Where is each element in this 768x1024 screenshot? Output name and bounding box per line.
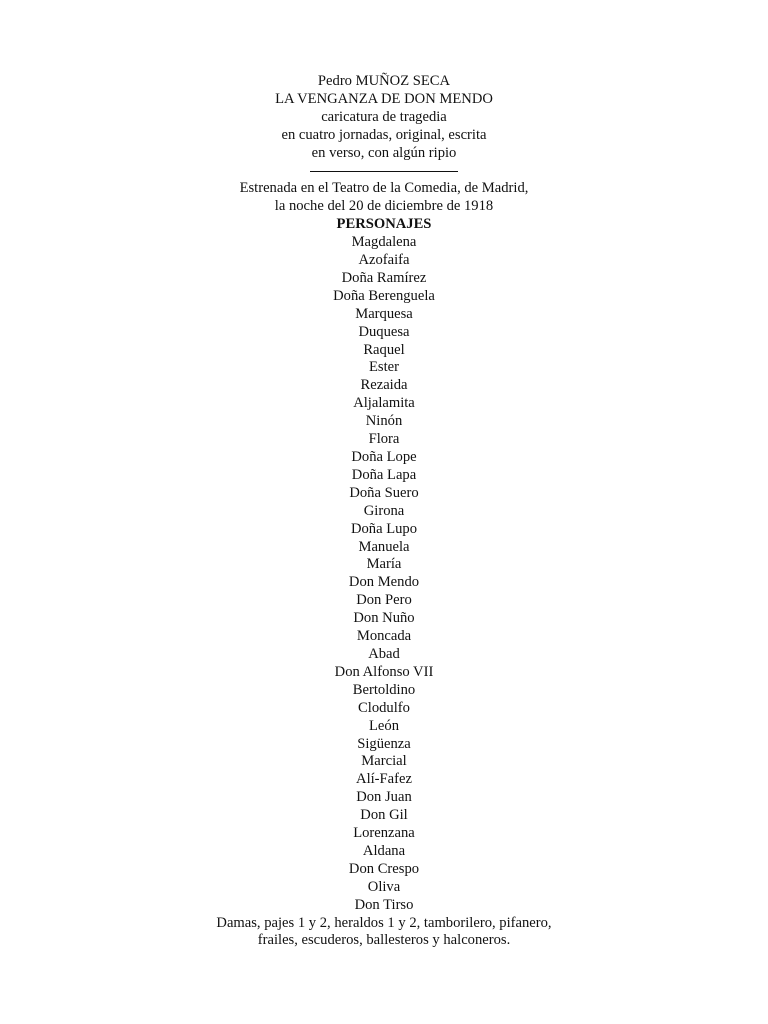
- extras-line-1: Damas, pajes 1 y 2, heraldos 1 y 2, tamborilero, pifanero,: [216, 914, 552, 931]
- character-item: Magdalena: [351, 234, 417, 251]
- divider-wrap: [0, 163, 768, 181]
- character-item: Don Crespo: [348, 860, 420, 877]
- character-item: Abad: [368, 645, 400, 662]
- character-item: Girona: [363, 502, 405, 519]
- character-item: León: [369, 717, 399, 734]
- character-item: Oliva: [367, 878, 401, 895]
- character-item: Raquel: [363, 341, 405, 358]
- premiere-line-2: la noche del 20 de diciembre de 1918: [274, 198, 494, 215]
- character-item: Azofaifa: [358, 252, 410, 269]
- extras-line-2: frailes, escuderos, ballesteros y halconeros.: [257, 932, 511, 949]
- character-item: Sigüenza: [357, 735, 411, 752]
- character-item: Don Pero: [356, 592, 412, 609]
- character-item: Flora: [368, 431, 400, 448]
- character-item: Don Gil: [360, 807, 408, 824]
- character-item: Aldana: [362, 842, 406, 859]
- premiere-line-1: Estrenada en el Teatro de la Comedia, de Madrid,: [239, 180, 529, 197]
- cast-list: [0, 234, 768, 914]
- author-line: Pedro MUÑOZ SECA: [317, 73, 451, 89]
- divider-rule: [310, 171, 458, 172]
- character-item: Alí-Fafez: [356, 771, 412, 788]
- character-item: Clodulfo: [358, 699, 410, 716]
- cast-heading: PERSONAJES: [336, 216, 432, 233]
- play-title: LA VENGANZA DE DON MENDO: [275, 90, 493, 107]
- character-item: Moncada: [356, 628, 412, 645]
- character-item: Don Mendo: [348, 574, 420, 591]
- character-item: Manuela: [358, 538, 410, 555]
- character-item: Bertoldino: [352, 681, 416, 698]
- character-item: Duquesa: [358, 323, 410, 340]
- subtitle-line-1: caricatura de tragedia: [321, 108, 447, 125]
- character-item: Marquesa: [355, 305, 413, 322]
- character-item: Doña Berenguela: [333, 287, 435, 304]
- character-item: Ninón: [365, 413, 403, 430]
- character-item: Doña Lupo: [350, 520, 418, 537]
- character-item: Ester: [369, 359, 399, 376]
- subtitle-line-3: en verso, con algún ripio: [311, 144, 457, 161]
- document-page: [0, 73, 768, 950]
- character-item: Aljalamita: [353, 395, 415, 412]
- character-item: Doña Lapa: [351, 466, 417, 483]
- character-item: Don Juan: [356, 789, 412, 806]
- character-item: Marcial: [361, 753, 407, 770]
- character-item: Lorenzana: [353, 825, 415, 842]
- character-item: María: [366, 556, 402, 573]
- character-item: Doña Lope: [351, 449, 417, 466]
- character-item: Don Nuño: [353, 610, 415, 627]
- character-item: Doña Suero: [349, 484, 419, 501]
- character-item: Doña Ramírez: [341, 269, 427, 286]
- character-item: Rezaida: [360, 377, 408, 394]
- character-item: Don Alfonso VII: [334, 663, 434, 680]
- subtitle-line-2: en cuatro jornadas, original, escrita: [281, 126, 487, 143]
- character-item: Don Tirso: [354, 896, 414, 913]
